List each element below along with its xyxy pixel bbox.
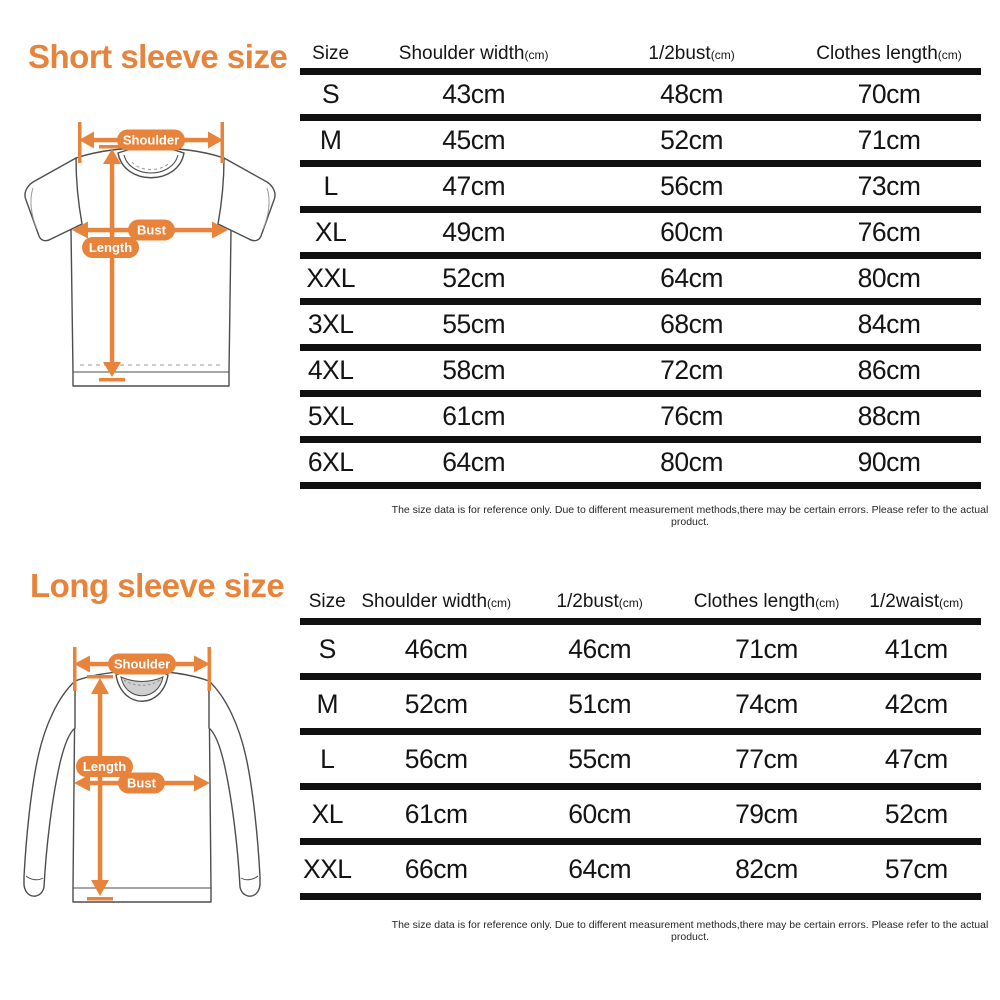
size-cell: 5XL <box>307 401 354 431</box>
size-cell: XL <box>311 798 343 829</box>
shoulder-pill-label: Shoulder <box>122 132 180 148</box>
value-cell: 61cm <box>442 401 506 431</box>
shirt-right-sleeve <box>209 681 260 896</box>
value-cell: 79cm <box>735 798 798 829</box>
table-header-row <box>300 585 981 625</box>
table-row <box>300 735 981 790</box>
value-cell: 88cm <box>857 401 921 431</box>
shoulder-pill <box>117 130 185 151</box>
value-cell: 68cm <box>660 309 723 339</box>
column-header: 1/2bust(cm) <box>556 590 643 612</box>
value-cell: 64cm <box>442 447 506 477</box>
size-cell: XXL <box>302 853 352 884</box>
long-sleeve-diagram <box>12 633 290 937</box>
shirt-left-sleeve <box>24 681 75 896</box>
size-cell: XXL <box>306 263 355 293</box>
length-pill <box>82 237 139 258</box>
table-row <box>300 680 981 735</box>
value-cell: 60cm <box>568 798 632 829</box>
table-row <box>300 443 981 489</box>
value-cell: 86cm <box>857 355 921 385</box>
table-row <box>300 121 981 167</box>
value-cell: 42cm <box>884 688 948 719</box>
bust-pill <box>128 220 175 241</box>
long-sleeve-shirt-drawing <box>12 633 290 937</box>
value-cell: 46cm <box>568 633 632 664</box>
unit-label: (cm) <box>618 595 643 610</box>
tshirt-right-sleeve <box>218 158 275 241</box>
short-sleeve-disclaimer: The size data is for reference only. Due to different measurement methods,there may be certain errors. Please refer to the actual product. <box>391 504 989 528</box>
value-cell: 41cm <box>884 633 948 664</box>
value-cell: 52cm <box>884 798 948 829</box>
bust-pill-label: Bust <box>127 775 156 791</box>
value-cell: 73cm <box>857 171 921 201</box>
value-cell: 58cm <box>442 355 506 385</box>
column-header: Shoulder width(cm) <box>361 590 512 612</box>
value-cell: 51cm <box>568 688 632 719</box>
long-sleeve-title: Long sleeve size <box>30 567 285 604</box>
value-cell: 55cm <box>442 309 506 339</box>
unit-label: (cm) <box>487 595 512 610</box>
value-cell: 56cm <box>404 743 468 774</box>
value-cell: 47cm <box>442 171 506 201</box>
size-cell: M <box>319 125 342 155</box>
value-cell: 49cm <box>442 217 506 247</box>
value-cell: 43cm <box>442 79 506 109</box>
table-row <box>300 75 981 121</box>
value-cell: 60cm <box>660 217 723 247</box>
tshirt-left-sleeve <box>25 158 82 241</box>
long-sleeve-disclaimer: The size data is for reference only. Due to different measurement methods,there may be certain errors. Please refer to the actual product. <box>391 919 989 943</box>
value-cell: 57cm <box>884 853 948 884</box>
unit-label: (cm) <box>937 48 962 62</box>
value-cell: 66cm <box>404 853 468 884</box>
value-cell: 71cm <box>735 633 798 664</box>
tshirt-body <box>71 148 231 386</box>
length-pill-label: Length <box>88 240 133 255</box>
size-cell: 3XL <box>307 309 354 339</box>
column-header: Size <box>308 590 346 612</box>
value-cell: 77cm <box>735 743 798 774</box>
value-cell: 90cm <box>857 447 921 477</box>
table-row <box>300 213 981 259</box>
value-cell: 72cm <box>660 355 723 385</box>
table-row <box>300 167 981 213</box>
value-cell: 80cm <box>857 263 921 293</box>
value-cell: 55cm <box>568 743 632 774</box>
short-sleeve-size-table <box>300 40 981 489</box>
short-sleeve-title: Short sleeve size <box>28 38 288 75</box>
unit-label: (cm) <box>524 48 549 62</box>
unit-label: (cm) <box>815 595 840 610</box>
value-cell: 76cm <box>660 401 723 431</box>
short-sleeve-diagram <box>12 112 290 410</box>
long-sleeve-size-table <box>300 585 981 900</box>
size-cell: M <box>316 688 339 719</box>
table-row <box>300 305 981 351</box>
table-header-row <box>300 40 981 75</box>
table-row <box>300 351 981 397</box>
bust-pill <box>118 773 165 794</box>
column-header: Shoulder width(cm) <box>398 43 549 64</box>
length-pill-label: Length <box>82 759 127 774</box>
unit-label: (cm) <box>939 595 964 610</box>
value-cell: 52cm <box>442 263 506 293</box>
value-cell: 52cm <box>404 688 468 719</box>
value-cell: 76cm <box>857 217 921 247</box>
value-cell: 82cm <box>735 853 798 884</box>
value-cell: 84cm <box>857 309 921 339</box>
value-cell: 64cm <box>568 853 632 884</box>
table-row <box>300 625 981 680</box>
column-header: 1/2waist(cm) <box>869 590 964 612</box>
value-cell: 46cm <box>404 633 468 664</box>
value-cell: 74cm <box>735 688 798 719</box>
table-row <box>300 790 981 845</box>
size-cell: XL <box>314 217 347 247</box>
value-cell: 61cm <box>404 798 468 829</box>
size-cell: S <box>322 79 340 109</box>
size-cell: L <box>323 171 338 201</box>
column-header: Clothes length(cm) <box>816 43 962 64</box>
table-row <box>300 397 981 443</box>
value-cell: 48cm <box>660 79 723 109</box>
column-header: 1/2bust(cm) <box>648 43 735 64</box>
value-cell: 71cm <box>857 125 921 155</box>
value-cell: 70cm <box>857 79 921 109</box>
value-cell: 80cm <box>660 447 723 477</box>
unit-label: (cm) <box>710 48 735 62</box>
size-cell: S <box>318 633 336 664</box>
column-header: Size <box>312 43 350 64</box>
value-cell: 56cm <box>660 171 723 201</box>
short-sleeve-shirt-drawing <box>12 112 290 410</box>
size-cell: 6XL <box>307 447 354 477</box>
table-row <box>300 845 981 900</box>
value-cell: 47cm <box>884 743 948 774</box>
size-cell: 4XL <box>307 355 354 385</box>
bust-pill-label: Bust <box>137 222 166 238</box>
shoulder-pill <box>108 654 176 675</box>
value-cell: 52cm <box>660 125 723 155</box>
shoulder-pill-label: Shoulder <box>113 656 171 672</box>
value-cell: 45cm <box>442 125 506 155</box>
size-cell: L <box>320 743 335 774</box>
value-cell: 64cm <box>660 263 723 293</box>
table-row <box>300 259 981 305</box>
column-header: Clothes length(cm) <box>693 590 840 612</box>
